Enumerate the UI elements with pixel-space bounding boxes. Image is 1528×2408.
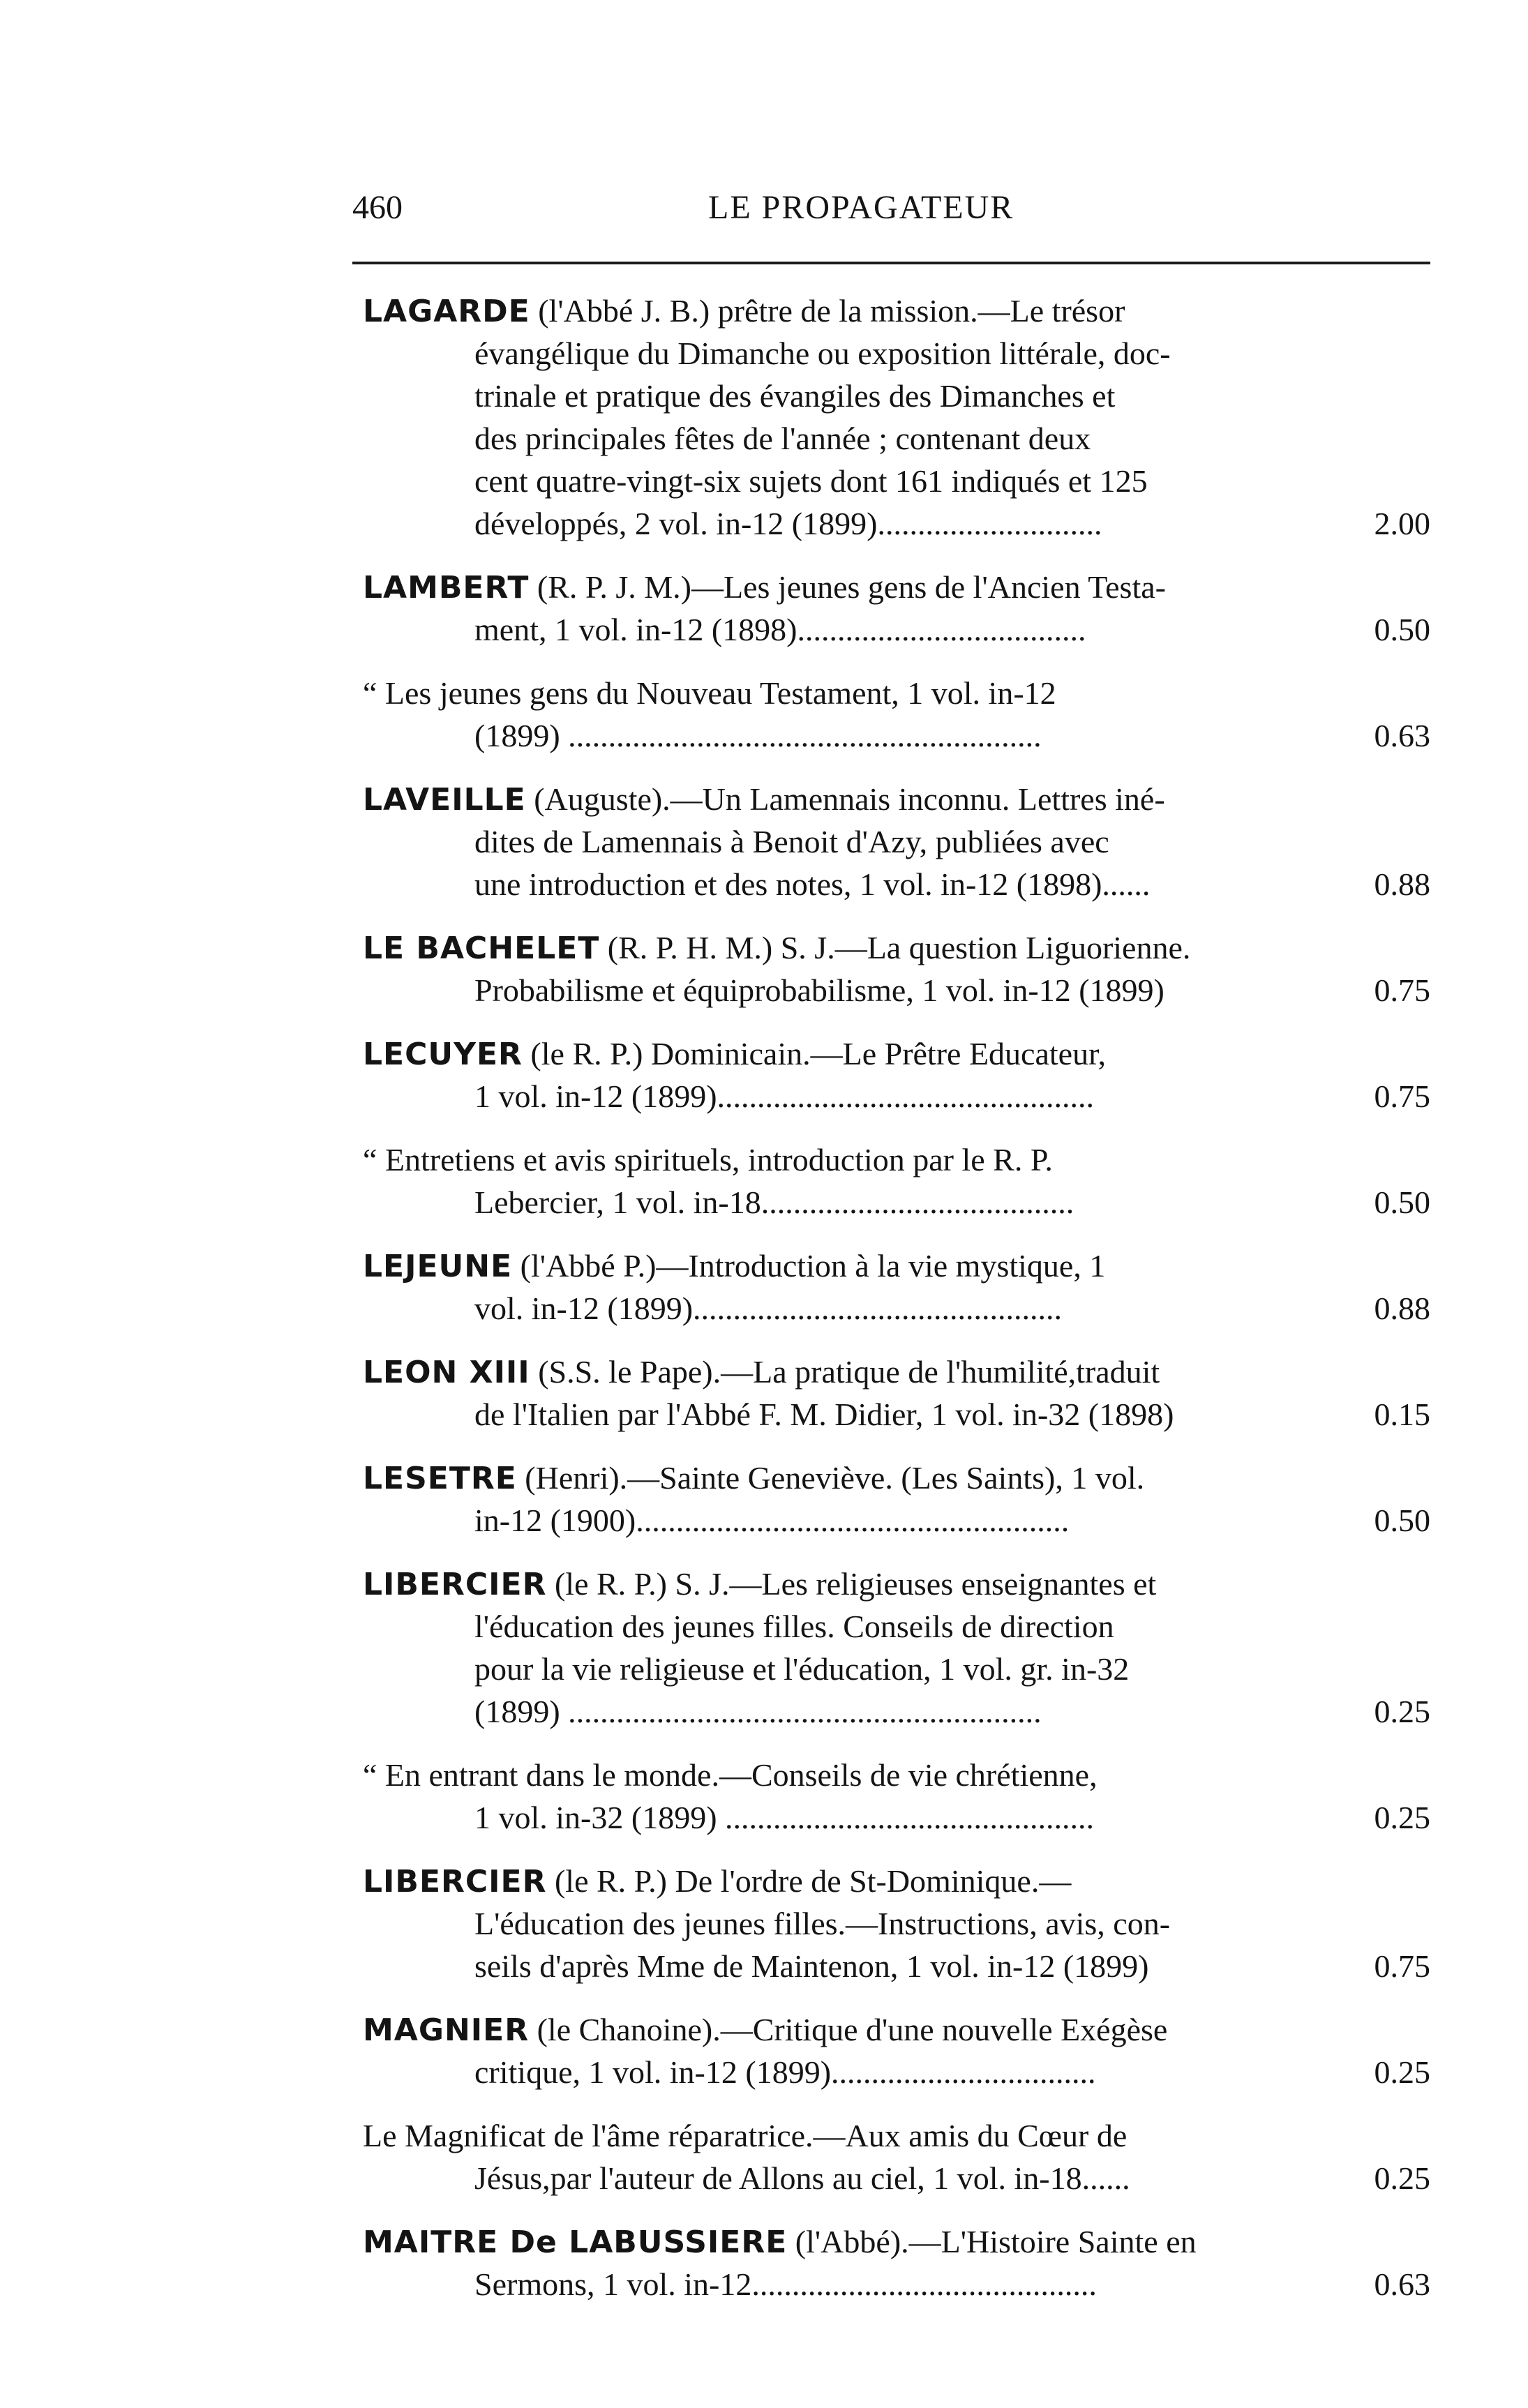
catalog-entry: [363, 926, 1430, 1011]
entry-line: [363, 1032, 1430, 1075]
entry-price: 0.25: [1374, 2054, 1430, 2090]
catalog-entry: [363, 1563, 1430, 1733]
entry-line: [363, 969, 1430, 1011]
entry-author: LIBERCIER: [363, 1567, 547, 1602]
catalog-entries: [363, 289, 1430, 2326]
catalog-entry: [363, 566, 1430, 651]
entry-text: pour la vie religieuse et l'éducation, 1 vol. gr. in-32: [474, 1651, 1130, 1687]
entry-text: (le R. P.) Dominicain.—Le Prêtre Educateur,: [522, 1036, 1107, 1071]
entry-line: [363, 608, 1430, 651]
entry-text: (S.S. le Pape).—La pratique de l'humilité,traduit: [530, 1354, 1160, 1390]
entry-text: cent quatre-vingt-six sujets dont 161 indiqués et 125: [474, 463, 1148, 499]
entry-author: LE BACHELET: [363, 931, 600, 966]
entry-text: in-12 (1900)......................................................: [474, 1503, 1070, 1538]
entry-line: [363, 1457, 1430, 1499]
entry-line: [363, 1499, 1430, 1542]
entry-text: Probabilisme et équiprobabilisme, 1 vol. in-12 (1899): [474, 972, 1164, 1008]
entry-price: 0.25: [1374, 1800, 1430, 1835]
catalog-entry: [363, 1754, 1430, 1839]
entry-text: vol. in-12 (1899)..............................................: [474, 1290, 1063, 1326]
entry-text: 1 vol. in-32 (1899) ..............................................: [474, 1800, 1095, 1835]
entry-price: 2.00: [1374, 506, 1430, 541]
entry-line: [363, 672, 1430, 714]
catalog-entry: [363, 1860, 1430, 1987]
entry-price: 0.50: [1374, 1184, 1430, 1220]
entry-line: [363, 1690, 1430, 1733]
entry-price: 0.15: [1374, 1397, 1430, 1432]
header-rule: [352, 262, 1430, 264]
entry-text: “ Les jeunes gens du Nouveau Testament, 1 vol. in-12: [363, 675, 1056, 711]
entry-author: LESETRE: [363, 1461, 517, 1496]
catalog-entry: [363, 2008, 1430, 2093]
catalog-entry: [363, 1244, 1430, 1330]
entry-line: [363, 1605, 1430, 1648]
entry-author: LEJEUNE: [363, 1249, 513, 1284]
entry-line: [363, 1945, 1430, 1987]
entry-line: [363, 820, 1430, 863]
entry-author: LAMBERT: [363, 570, 530, 605]
entry-text: trinale et pratique des évangiles des Dimanches et: [474, 378, 1116, 414]
entry-author: LIBERCIER: [363, 1864, 547, 1899]
catalog-entry: [363, 2114, 1430, 2199]
entry-text: (l'Abbé).—L'Histoire Sainte en: [787, 2224, 1197, 2259]
entry-line: [363, 1287, 1430, 1330]
entry-price: 0.50: [1374, 1503, 1430, 1538]
entry-line: [363, 1181, 1430, 1224]
entry-price: 0.25: [1374, 2160, 1430, 2196]
entry-text: (l'Abbé J. B.) prêtre de la mission.—Le trésor: [530, 293, 1125, 329]
entry-line: [363, 1138, 1430, 1181]
entry-text: (Henri).—Sainte Geneviève. (Les Saints), 1 vol.: [516, 1460, 1145, 1496]
entry-price: 0.75: [1374, 1078, 1430, 1114]
entry-text: critique, 1 vol. in-12 (1899).................................: [474, 2054, 1096, 2090]
entry-text: Sermons, 1 vol. in-12...........................................: [474, 2266, 1097, 2302]
entry-price: 0.63: [1374, 2266, 1430, 2302]
entry-line: [363, 502, 1430, 545]
entry-line: [363, 2114, 1430, 2157]
entry-line: [363, 1860, 1430, 1902]
entry-line: [363, 863, 1430, 905]
entry-text: Jésus,par l'auteur de Allons au ciel, 1 vol. in-18......: [474, 2160, 1130, 2196]
entry-author: MAGNIER: [363, 2012, 530, 2048]
entry-line: [363, 2008, 1430, 2051]
entry-text: évangélique du Dimanche ou exposition littérale, doc-: [474, 336, 1171, 371]
entry-price: 0.25: [1374, 1694, 1430, 1729]
entry-text: (l'Abbé P.)—Introduction à la vie mystique, 1: [512, 1248, 1106, 1284]
entry-author: LAVEILLE: [363, 782, 526, 818]
entry-line: [363, 714, 1430, 757]
entry-line: [363, 2263, 1430, 2305]
entry-line: [363, 1648, 1430, 1690]
entry-text: Le Magnificat de l'âme réparatrice.—Aux amis du Cœur de: [363, 2118, 1128, 2153]
entry-author: LECUYER: [363, 1037, 523, 1072]
entry-line: [363, 1244, 1430, 1287]
catalog-entry: [363, 1138, 1430, 1224]
catalog-entry: [363, 2220, 1430, 2305]
entry-line: [363, 289, 1430, 332]
entry-line: [363, 417, 1430, 460]
catalog-entry: [363, 1350, 1430, 1436]
entry-price: 0.88: [1374, 1290, 1430, 1326]
entry-line: [363, 2051, 1430, 2093]
page-header: [352, 183, 1430, 239]
catalog-entry: [363, 1457, 1430, 1542]
entry-author: MAITRE De LABUSSIERE: [363, 2225, 788, 2260]
catalog-entry: [363, 778, 1430, 905]
entry-line: [363, 1796, 1430, 1839]
entry-line: [363, 1075, 1430, 1118]
entry-text: une introduction et des notes, 1 vol. in-12 (1898)......: [474, 866, 1151, 902]
entry-text: (1899) ...........................................................: [474, 1694, 1042, 1729]
entry-text: dites de Lamennais à Benoit d'Azy, publiées avec: [474, 824, 1109, 859]
entry-price: 0.88: [1374, 866, 1430, 902]
entry-line: [363, 1563, 1430, 1605]
entry-price: 0.75: [1374, 972, 1430, 1008]
entry-author: LAGARDE: [363, 294, 530, 329]
catalog-entry: [363, 672, 1430, 757]
entry-text: seils d'après Mme de Maintenon, 1 vol. in-12 (1899): [474, 1948, 1149, 1984]
entry-text: “ En entrant dans le monde.—Conseils de vie chrétienne,: [363, 1757, 1098, 1793]
entry-text: développés, 2 vol. in-12 (1899)............................: [474, 506, 1102, 541]
entry-text: (R. P. H. M.) S. J.—La question Liguorienne.: [599, 930, 1191, 965]
entry-text: des principales fêtes de l'année ; contenant deux: [474, 421, 1091, 456]
entry-text: l'éducation des jeunes filles. Conseils de direction: [474, 1609, 1114, 1644]
entry-line: [363, 1350, 1430, 1393]
entry-text: (Auguste).—Un Lamennais inconnu. Lettres iné-: [525, 781, 1165, 817]
entry-line: [363, 1393, 1430, 1436]
entry-line: [363, 375, 1430, 417]
entry-text: (1899) ...........................................................: [474, 718, 1042, 753]
entry-price: 0.75: [1374, 1948, 1430, 1984]
entry-line: [363, 778, 1430, 820]
page-number: 460: [352, 189, 403, 226]
entry-price: 0.50: [1374, 612, 1430, 647]
entry-text: “ Entretiens et avis spirituels, introduction par le R. P.: [363, 1142, 1053, 1177]
entry-text: (le Chanoine).—Critique d'une nouvelle Exégèse: [529, 2012, 1168, 2047]
entry-text: ment, 1 vol. in-12 (1898)....................................: [474, 612, 1086, 647]
entry-text: 1 vol. in-12 (1899)...............................................: [474, 1078, 1095, 1114]
entry-text: (le R. P.) S. J.—Les religieuses enseignantes et: [546, 1566, 1157, 1602]
entry-line: [363, 460, 1430, 502]
entry-line: [363, 332, 1430, 375]
catalog-entry: [363, 1032, 1430, 1118]
entry-line: [363, 926, 1430, 969]
entry-text: (le R. P.) De l'ordre de St-Dominique.—: [546, 1863, 1072, 1899]
entry-text: Lebercier, 1 vol. in-18.......................................: [474, 1184, 1074, 1220]
entry-text: (R. P. J. M.)—Les jeunes gens de l'Ancien Testa-: [529, 569, 1166, 605]
entry-line: [363, 1902, 1430, 1945]
entry-line: [363, 2220, 1430, 2263]
entry-line: [363, 1754, 1430, 1796]
entry-text: de l'Italien par l'Abbé F. M. Didier, 1 vol. in-32 (1898): [474, 1397, 1174, 1432]
entry-line: [363, 566, 1430, 608]
entry-line: [363, 2157, 1430, 2199]
entry-author: LEON XIII: [363, 1355, 530, 1390]
running-title: LE PROPAGATEUR: [708, 189, 1014, 226]
catalog-entry: [363, 289, 1430, 545]
entry-text: L'éducation des jeunes filles.—Instructions, avis, con-: [474, 1906, 1171, 1941]
entry-price: 0.63: [1374, 718, 1430, 753]
